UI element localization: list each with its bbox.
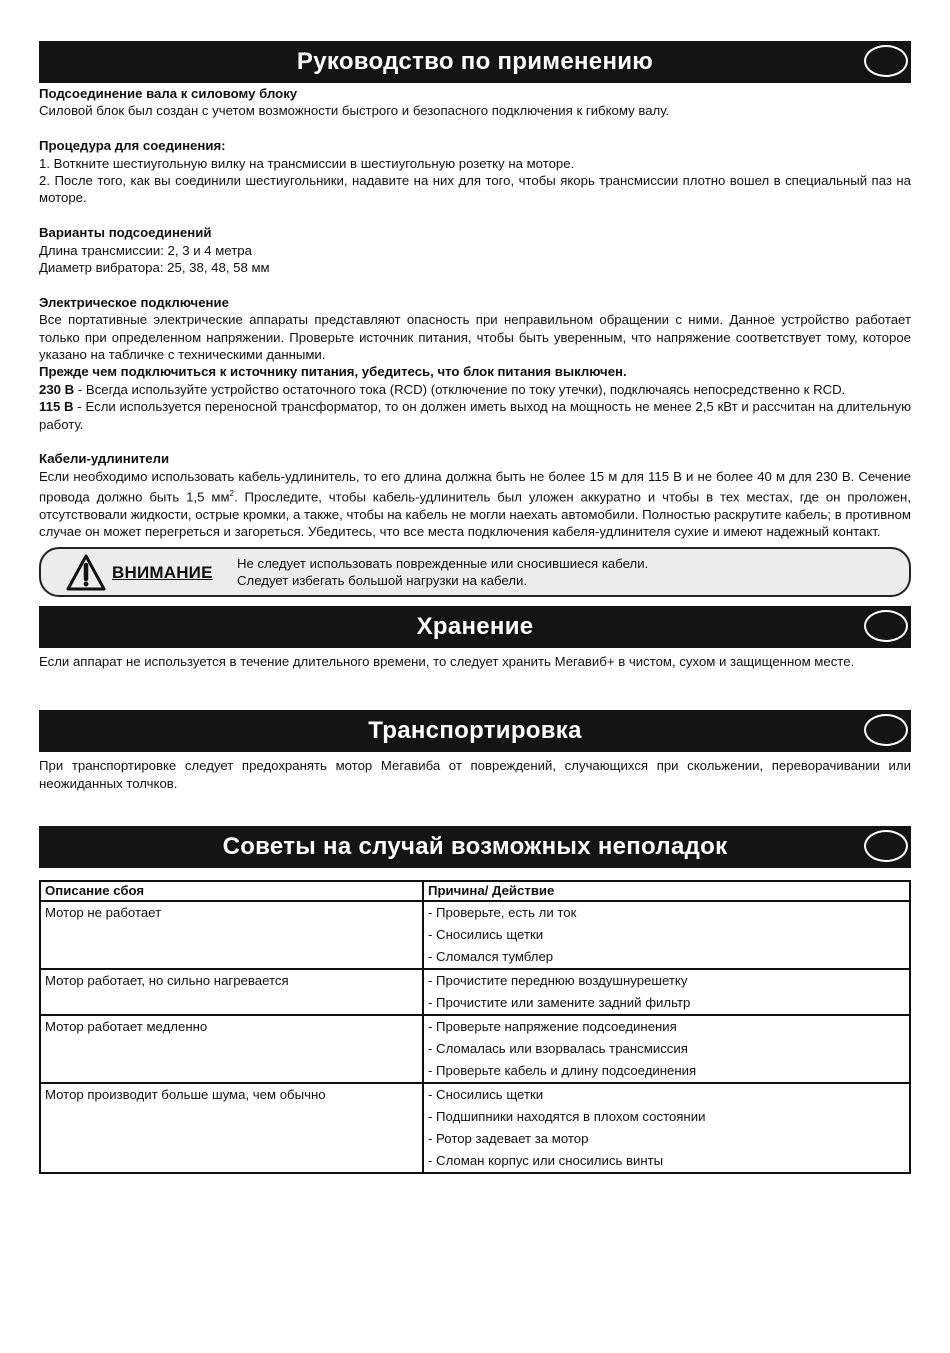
storage-text: Если аппарат не используется в течение длительного времени, то следует хранить Мегавиб+ в чистом, сухом и защищенном месте. <box>39 653 855 669</box>
storage-title: Хранение <box>416 612 534 640</box>
language-oval-icon <box>864 714 908 746</box>
troubleshooting-title-bar <box>39 826 911 868</box>
table-row <box>40 1015 910 1083</box>
cables-text-a: Если необходимо использовать кабель-удлинитель, то его длина должна быть не более 15 м для 115 В и не более 40 м для 230 В. Сечение провода должно быть 1,5 мм <box>39 468 911 505</box>
language-oval-icon <box>864 830 908 862</box>
electric-text: Все портативные электрические аппараты представляют опасность при неправильном обращении с ними. Данное устройство работает только при определенном напряжении. Проверьте источник питания, чтобы быть уверенным, что напряжение соответствует тому, которое указано на табличке с техническими данными. <box>39 312 911 363</box>
fault-description: Мотор не работает <box>45 905 162 921</box>
fault-cell <box>40 901 423 969</box>
action-cell <box>423 969 910 1015</box>
electric-bold-note: Прежде чем подключиться к источнику питания, убедитесь, что блок питания выключен. <box>39 364 627 380</box>
warning-line-2: Следует избегать большой нагрузки на кабели. <box>237 573 528 589</box>
voltage-115-text: - Если используется переносной трансформатор, то он должен иметь выход на мощность не менее 2,5 кВт и рассчитан на длительную работу. <box>39 399 911 432</box>
warning-text <box>237 555 648 590</box>
action-cell <box>423 1015 910 1083</box>
warning-box <box>39 547 911 597</box>
header-action: Причина/ Действие <box>423 881 910 901</box>
manual-page <box>39 41 911 1174</box>
action-item: - Проверьте, есть ли ток <box>428 905 577 921</box>
action-cell <box>423 1083 910 1173</box>
usage-title: Руководство по применению <box>296 48 654 75</box>
fault-cell <box>40 969 423 1015</box>
action-item: - Сломалась или взорвалась трансмиссия <box>428 1041 688 1057</box>
transport-title-bar <box>39 710 911 752</box>
troubleshooting-title: Советы на случай возможных неполадок <box>222 833 728 861</box>
cables-heading: Кабели-удлинители <box>39 451 170 467</box>
action-item: - Проверьте напряжение подсоединения <box>428 1019 677 1035</box>
transport-title: Транспортировка <box>368 717 582 745</box>
voltage-230-note <box>39 381 911 398</box>
troubleshooting-table <box>39 880 911 1174</box>
variants-diameter: Диаметр вибратора: 25, 38, 48, 58 мм <box>39 260 270 276</box>
language-oval-icon <box>864 45 908 77</box>
cables-text <box>39 468 911 541</box>
fault-description: Мотор работает, но сильно нагревается <box>45 973 289 989</box>
voltage-230-label: 230 В <box>39 381 75 397</box>
action-item: - Сломался тумблер <box>428 949 554 965</box>
storage-title-bar <box>39 606 911 648</box>
warning-label: ВНИМАНИЕ <box>112 562 213 582</box>
shaft-heading: Подсоединение вала к силовому блоку <box>39 86 298 101</box>
fault-cell <box>40 1083 423 1173</box>
table-row <box>40 901 910 969</box>
transport-text: При транспортировке следует предохранять мотор Мегавиба от повреждений, случающихся при скольжении, переворачивании или неожиданных толчков. <box>39 758 911 791</box>
variants-heading: Варианты подсоединений <box>39 225 212 241</box>
action-item: - Сносились щетки <box>428 1087 544 1103</box>
warning-triangle-icon <box>65 553 107 593</box>
voltage-115-label: 115 В <box>39 399 74 415</box>
procedure-heading: Процедура для соединения: <box>39 138 226 154</box>
voltage-115-note <box>39 398 911 433</box>
action-item: - Сломан корпус или сносились винты <box>428 1153 664 1169</box>
action-item: - Ротор задевает за мотор <box>428 1131 589 1147</box>
header-fault: Описание сбоя <box>40 881 423 901</box>
action-item: - Сносились щетки <box>428 927 544 943</box>
shaft-text: Силовой блок был создан с учетом возможности быстрого и безопасного подключения к гибкому валу. <box>39 103 670 119</box>
variants-length: Длина трансмиссии: 2, 3 и 4 метра <box>39 242 252 258</box>
table-header-row <box>40 881 910 901</box>
electric-heading: Электрическое подключение <box>39 294 229 310</box>
action-item: - Подшипники находятся в плохом состоянии <box>428 1109 706 1125</box>
procedure-step-1: 1. Воткните шестиугольную вилку на трансмиссии в шестиугольную розетку на моторе. <box>39 155 575 171</box>
procedure-step-2: 2. После того, как вы соединили шестиугольники, надавите на них для того, чтобы якорь трансмиссии плотно вошел в специальный паз на моторе. <box>39 173 911 206</box>
action-cell <box>423 901 910 969</box>
warning-line-1: Не следует использовать поврежденные или сносившиеся кабели. <box>237 555 649 571</box>
table-row <box>40 969 910 1015</box>
fault-cell <box>40 1015 423 1083</box>
action-item: - Проверьте кабель и длину подсоединения <box>428 1063 697 1079</box>
action-item: - Прочистите переднюю воздушнурешетку <box>428 973 688 989</box>
usage-title-bar <box>39 41 911 83</box>
cables-sup: 2 <box>229 489 234 499</box>
action-item: - Прочистите или замените задний фильтр <box>428 995 691 1011</box>
language-oval-icon <box>864 610 908 642</box>
voltage-230-text: - Всегда используйте устройство остаточного тока (RCD) (отключение по току утечки), подключаясь непосредственно к RCD. <box>74 381 846 397</box>
cables-text-b: . Проследите, чтобы кабель-удлинитель был уложен аккуратно и чтобы в тех местах, где он проложен, отсутствовали жидкости, острые кромки, а также, чтобы на кабель не могли наехать автомобили. Полностью раскрутите кабель; в противном случае он может перегреться и загореться. Убедитесь, что все места подключения кабеля-удлинителя сухие и имеют надежный контакт. <box>39 489 911 540</box>
fault-description: Мотор производит больше шума, чем обычно <box>45 1087 326 1103</box>
fault-description: Мотор работает медленно <box>45 1019 208 1035</box>
table-row <box>40 1083 910 1173</box>
